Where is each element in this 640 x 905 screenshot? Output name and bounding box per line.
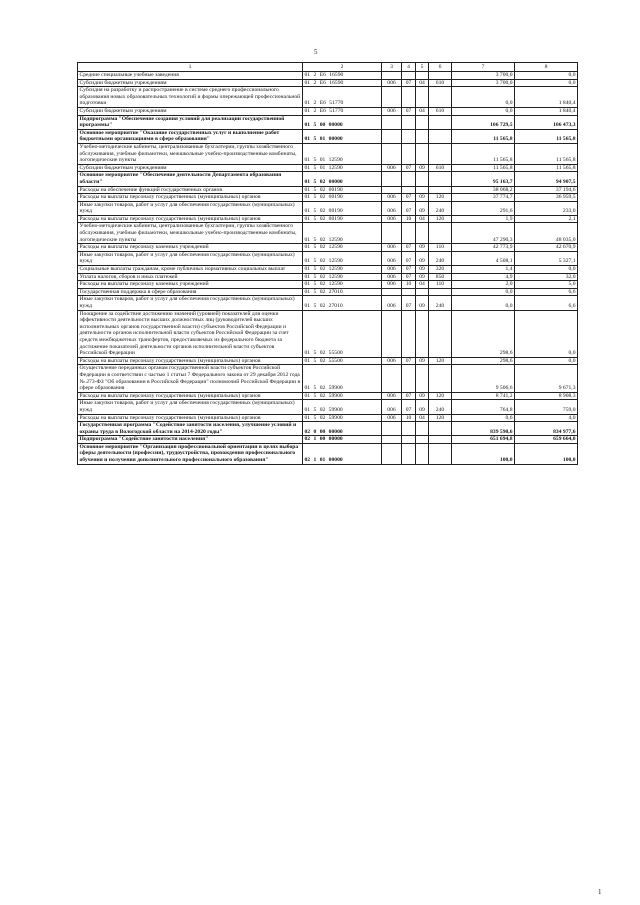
corner-mark: 1 <box>598 888 602 896</box>
header-cell: 5 <box>416 63 429 72</box>
header-cell: 3 <box>382 63 402 72</box>
row-cell-4: 07 <box>402 266 416 274</box>
row-name-cell: Государственная программа "Содействие занятости населения, улучшение условий и охраны труда в Вологодской области на 2014-2020 годы" <box>78 422 303 436</box>
header-cell: 7 <box>452 63 515 72</box>
row-amount-col8: 11 565,8 <box>515 143 578 164</box>
row-amount-col8: 11 565,8 <box>515 129 578 143</box>
row-cell-4 <box>402 310 416 357</box>
row-name-cell: Социальные выплаты гражданам, кроме публичных нормативных социальных выплат <box>78 266 303 274</box>
row-name-cell: Расходы на выплаты персоналу государственных (муниципальных) органов <box>78 357 303 365</box>
row-amount-col7: 106 729,5 <box>452 115 515 129</box>
row-amount-col8: 11 565,8 <box>515 164 578 172</box>
row-cell-3: 006 <box>382 400 402 414</box>
row-amount-col7: 651 694,8 <box>452 436 515 444</box>
row-cell-6 <box>429 186 452 194</box>
row-cell-6: 120 <box>429 357 452 365</box>
row-cell-5: 04 <box>416 107 429 115</box>
row-amount-col7: 11 565,8 <box>452 129 515 143</box>
row-cell-6: 610 <box>429 164 452 172</box>
row-code-cell: 01 5 02 12590 <box>303 281 382 289</box>
row-amount-col7: 3 700,0 <box>452 79 515 87</box>
row-cell-3: 006 <box>382 273 402 281</box>
row-cell-6: 240 <box>429 400 452 414</box>
row-cell-3 <box>382 115 402 129</box>
row-code-cell: 01 5 02 12590 <box>303 223 382 244</box>
row-code-cell: 01 5 02 27010 <box>303 296 382 310</box>
row-cell-6 <box>429 288 452 296</box>
row-name-cell: Субсидия на разработку и распространение в системе среднего профессионального образования новых образовательных технологий и формы опережающей профессиональной подготовки <box>78 87 303 108</box>
header-cell: 6 <box>429 63 452 72</box>
row-cell-4 <box>402 172 416 186</box>
row-amount-col8: 5,0 <box>515 281 578 289</box>
row-code-cell: 01 5 02 00190 <box>303 194 382 202</box>
row-name-cell: Средние специальные учебные заведения <box>78 72 303 80</box>
row-cell-6: 120 <box>429 194 452 202</box>
table-row <box>78 310 578 357</box>
row-cell-5: 09 <box>416 164 429 172</box>
row-name-cell: Учебно-методические кабинеты, централизованные бухгалтерии, группы хозяйственного обслуживания, учебные фильмотеки, межшкольные учебно-производственные комбинаты, логопедические пункты <box>78 223 303 244</box>
row-amount-col7: 0,6 <box>452 414 515 422</box>
row-amount-col8: 4,0 <box>515 414 578 422</box>
row-amount-col8: 1 840,4 <box>515 107 578 115</box>
row-cell-6: 240 <box>429 296 452 310</box>
table-row <box>78 201 578 215</box>
row-amount-col7: 0,0 <box>452 107 515 115</box>
row-amount-col8: 48 035,0 <box>515 223 578 244</box>
row-amount-col7: 4,9 <box>452 273 515 281</box>
row-cell-5 <box>416 87 429 108</box>
row-name-cell: Субсидии бюджетным учреждениям <box>78 107 303 115</box>
row-cell-6 <box>429 87 452 108</box>
row-code-cell: 01 5 00 00000 <box>303 115 382 129</box>
row-amount-col8: 6,6 <box>515 288 578 296</box>
row-cell-5 <box>416 115 429 129</box>
table-row <box>78 87 578 108</box>
row-code-cell: 01 5 02 12590 <box>303 244 382 252</box>
row-cell-5: 04 <box>416 414 429 422</box>
row-amount-col8: 233,0 <box>515 201 578 215</box>
row-cell-5 <box>416 143 429 164</box>
row-amount-col7: 100,0 <box>452 443 515 464</box>
row-cell-6 <box>429 115 452 129</box>
row-name-cell: Расходы на обеспечение функций государственных органов <box>78 186 303 194</box>
table-row <box>78 357 578 365</box>
row-code-cell: 01 5 02 12590 <box>303 251 382 265</box>
row-cell-6: 110 <box>429 281 452 289</box>
row-code-cell: 01 5 02 55500 <box>303 357 382 365</box>
row-amount-col8: 5 327,1 <box>515 251 578 265</box>
row-code-cell: 01 5 02 59900 <box>303 400 382 414</box>
row-cell-4: 07 <box>402 392 416 400</box>
row-cell-3 <box>382 129 402 143</box>
row-name-cell: Расходы на выплаты персоналу государственных (муниципальных) органов <box>78 215 303 223</box>
row-cell-5: 09 <box>416 273 429 281</box>
row-amount-col8: 36 959,5 <box>515 194 578 202</box>
row-cell-4 <box>402 143 416 164</box>
row-amount-col7: 3 700,0 <box>452 72 515 80</box>
table-row <box>78 107 578 115</box>
row-amount-col7: 9 506,6 <box>452 365 515 392</box>
row-code-cell: 01 2 Е6 16590 <box>303 79 382 87</box>
header-cell: 1 <box>78 63 303 72</box>
row-amount-col7: 8 741,2 <box>452 392 515 400</box>
row-cell-3: 006 <box>382 296 402 310</box>
row-cell-4: 07 <box>402 164 416 172</box>
row-cell-3 <box>382 143 402 164</box>
row-cell-5 <box>416 288 429 296</box>
table-row <box>78 443 578 464</box>
table-row <box>78 296 578 310</box>
row-cell-6: 120 <box>429 414 452 422</box>
row-amount-col8: 42 670,9 <box>515 244 578 252</box>
row-name-cell: Расходы на выплаты персоналу казенных учреждений <box>78 244 303 252</box>
row-cell-4 <box>402 365 416 392</box>
table-row <box>78 194 578 202</box>
row-amount-col8: 8 908,3 <box>515 392 578 400</box>
row-amount-col7: 0,0 <box>452 87 515 108</box>
row-cell-4 <box>402 422 416 436</box>
row-cell-3: 006 <box>382 414 402 422</box>
row-name-cell: Расходы на выплаты персоналу казенных учреждений <box>78 281 303 289</box>
table-row <box>78 172 578 186</box>
row-amount-col8: 37 194,6 <box>515 186 578 194</box>
row-amount-col7: 1,9 <box>452 215 515 223</box>
table-row <box>78 223 578 244</box>
row-cell-3: 006 <box>382 201 402 215</box>
row-cell-3 <box>382 186 402 194</box>
row-amount-col7: 47 290,3 <box>452 223 515 244</box>
row-cell-4: 07 <box>402 107 416 115</box>
row-cell-4: 10 <box>402 215 416 223</box>
row-cell-3: 006 <box>382 244 402 252</box>
row-cell-5 <box>416 172 429 186</box>
row-code-cell: 01 2 Е6 16590 <box>303 72 382 80</box>
header-row <box>78 63 578 72</box>
row-cell-5: 09 <box>416 266 429 274</box>
row-cell-5: 09 <box>416 201 429 215</box>
row-cell-5: 09 <box>416 244 429 252</box>
row-name-cell: Расходы на выплаты персоналу государственных (муниципальных) органов <box>78 414 303 422</box>
row-name-cell: Поощрение за содействие достижению значений (уровней) показателей для оценки эффективности деятельности высших должностных лиц (руководителей высших исполнительных органов государственной власти) субъектов Российской Федерации и деятельности органов исполнительной власти субъектов Российской Федерации за счет средств межбюджетных трансфертов, предоставляемых из федерального бюджета за достижение показателей деятельности органов исполнительной власти субъектов Российской Федерации <box>78 310 303 357</box>
row-name-cell: Иные закупки товаров, работ и услуг для обеспечения государственных (муниципальных) нужд <box>78 400 303 414</box>
row-cell-6: 320 <box>429 266 452 274</box>
page-number: 5 <box>314 48 318 56</box>
row-amount-col8: 659 664,0 <box>515 436 578 444</box>
row-code-cell: 01 2 Е6 51770 <box>303 87 382 108</box>
budget-table <box>77 62 578 465</box>
row-name-cell: Основное мероприятие "Обеспечение деятельности Департамента образования области" <box>78 172 303 186</box>
table-row <box>78 400 578 414</box>
row-name-cell: Уплата налогов, сборов и иных платежей <box>78 273 303 281</box>
row-cell-4: 07 <box>402 296 416 310</box>
row-amount-col8: 106 473,3 <box>515 115 578 129</box>
row-amount-col7: 0,0 <box>452 288 515 296</box>
row-cell-5 <box>416 72 429 80</box>
row-cell-6: 120 <box>429 215 452 223</box>
row-amount-col7: 0,0 <box>452 296 515 310</box>
row-code-cell: 02 0 00 00000 <box>303 422 382 436</box>
row-cell-5 <box>416 365 429 392</box>
row-cell-4: 07 <box>402 273 416 281</box>
row-cell-5: 09 <box>416 296 429 310</box>
table-row <box>78 79 578 87</box>
row-amount-col8: 2,1 <box>515 215 578 223</box>
row-cell-4: 07 <box>402 79 416 87</box>
row-cell-6 <box>429 172 452 186</box>
table-row <box>78 143 578 164</box>
row-code-cell: 01 5 02 27010 <box>303 288 382 296</box>
row-cell-4: 10 <box>402 281 416 289</box>
row-cell-6: 120 <box>429 392 452 400</box>
row-cell-3: 006 <box>382 357 402 365</box>
row-cell-6 <box>429 223 452 244</box>
row-amount-col7: 298,6 <box>452 310 515 357</box>
row-code-cell: 01 5 02 00190 <box>303 215 382 223</box>
row-cell-6: 850 <box>429 273 452 281</box>
row-cell-3: 006 <box>382 79 402 87</box>
row-amount-col8: 0,0 <box>515 266 578 274</box>
row-cell-5 <box>416 422 429 436</box>
table-row <box>78 422 578 436</box>
row-cell-4: 10 <box>402 414 416 422</box>
row-amount-col7: 839 590,6 <box>452 422 515 436</box>
header-cell: 8 <box>515 63 578 72</box>
row-cell-3: 006 <box>382 251 402 265</box>
row-name-cell: Основное мероприятие "Организация профессиональной ориентации в целях выбора сферы деятельности (профессии), трудоустройства, прохождения профессионального обучения и получения дополнительного профессионального образования" <box>78 443 303 464</box>
row-cell-6: 610 <box>429 79 452 87</box>
table-row <box>78 244 578 252</box>
table-row <box>78 281 578 289</box>
table-row <box>78 365 578 392</box>
row-name-cell: Расходы на выплаты персоналу государственных (муниципальных) органов <box>78 392 303 400</box>
row-cell-5 <box>416 129 429 143</box>
row-cell-5 <box>416 310 429 357</box>
row-name-cell: Подпрограмма "Обеспечение создания условий для реализации государственной программы" <box>78 115 303 129</box>
row-code-cell: 01 5 02 00000 <box>303 172 382 186</box>
row-cell-3 <box>382 223 402 244</box>
row-cell-3: 006 <box>382 266 402 274</box>
row-cell-3 <box>382 87 402 108</box>
row-code-cell: 02 1 01 00000 <box>303 443 382 464</box>
row-cell-6 <box>429 436 452 444</box>
row-amount-col7: 11 565,8 <box>452 164 515 172</box>
row-cell-4 <box>402 129 416 143</box>
row-amount-col8: 0,0 <box>515 79 578 87</box>
row-cell-3 <box>382 310 402 357</box>
row-amount-col7: 1,4 <box>452 266 515 274</box>
row-cell-3 <box>382 72 402 80</box>
row-amount-col8: 834 977,6 <box>515 422 578 436</box>
row-cell-4: 07 <box>402 194 416 202</box>
row-name-cell: Субсидии бюджетным учреждениям <box>78 79 303 87</box>
row-amount-col7: 37 774,7 <box>452 194 515 202</box>
row-cell-5: 09 <box>416 251 429 265</box>
row-code-cell: 01 5 02 59900 <box>303 414 382 422</box>
row-code-cell: 01 5 02 00190 <box>303 201 382 215</box>
row-cell-3: 006 <box>382 215 402 223</box>
row-cell-3 <box>382 365 402 392</box>
row-cell-6 <box>429 443 452 464</box>
row-cell-4: 07 <box>402 201 416 215</box>
row-amount-col7: 42 773,9 <box>452 244 515 252</box>
row-amount-col7: 11 565,8 <box>452 143 515 164</box>
row-cell-6: 240 <box>429 251 452 265</box>
row-amount-col8: 6,6 <box>515 296 578 310</box>
table-row <box>78 392 578 400</box>
row-code-cell: 01 5 02 12590 <box>303 273 382 281</box>
row-cell-5 <box>416 223 429 244</box>
row-name-cell: Учебно-методические кабинеты, централизованные бухгалтерии, группы хозяйственного обслуживания, учебные фильмотеки, межшкольные учебно-производственные комбинаты, логопедические пункты <box>78 143 303 164</box>
row-cell-3: 006 <box>382 107 402 115</box>
row-code-cell: 01 5 02 00190 <box>303 186 382 194</box>
row-code-cell: 02 1 00 00000 <box>303 436 382 444</box>
row-name-cell: Подпрограмма "Содействие занятости населения" <box>78 436 303 444</box>
row-name-cell: Иные закупки товаров, работ и услуг для обеспечения государственных (муниципальных) нужд <box>78 251 303 265</box>
row-cell-4: 07 <box>402 357 416 365</box>
table-row <box>78 288 578 296</box>
row-amount-col7: 298,6 <box>452 357 515 365</box>
row-amount-col7: 95 163,7 <box>452 172 515 186</box>
row-cell-5 <box>416 443 429 464</box>
row-code-cell: 01 5 02 55500 <box>303 310 382 357</box>
row-name-cell: Иные закупки товаров, работ и услуг для обеспечения государственных (муниципальных) нужд <box>78 296 303 310</box>
row-cell-6 <box>429 129 452 143</box>
row-amount-col7: 764,8 <box>452 400 515 414</box>
row-cell-6 <box>429 72 452 80</box>
row-cell-3 <box>382 422 402 436</box>
row-amount-col8: 94 907,5 <box>515 172 578 186</box>
row-cell-6 <box>429 143 452 164</box>
row-amount-col8: 759,0 <box>515 400 578 414</box>
row-amount-col8: 9 671,3 <box>515 365 578 392</box>
table-row <box>78 164 578 172</box>
row-amount-col7: 2,0 <box>452 281 515 289</box>
table-row <box>78 266 578 274</box>
row-cell-5 <box>416 186 429 194</box>
table-row <box>78 129 578 143</box>
header-cell: 4 <box>402 63 416 72</box>
row-code-cell: 01 5 01 12590 <box>303 143 382 164</box>
row-cell-3 <box>382 172 402 186</box>
row-cell-5: 09 <box>416 194 429 202</box>
row-amount-col8: 0,0 <box>515 357 578 365</box>
row-cell-3: 006 <box>382 194 402 202</box>
row-cell-4: 07 <box>402 244 416 252</box>
row-name-cell: Субсидии бюджетным учреждениям <box>78 164 303 172</box>
row-cell-6: 110 <box>429 244 452 252</box>
row-cell-4 <box>402 186 416 194</box>
table-row <box>78 186 578 194</box>
row-code-cell: 01 5 02 59900 <box>303 392 382 400</box>
row-code-cell: 01 5 02 12590 <box>303 266 382 274</box>
row-cell-5: 04 <box>416 79 429 87</box>
row-cell-4 <box>402 115 416 129</box>
row-cell-3 <box>382 288 402 296</box>
row-cell-3: 006 <box>382 164 402 172</box>
row-amount-col7: 38 068,2 <box>452 186 515 194</box>
row-cell-5: 09 <box>416 357 429 365</box>
row-name-cell: Иные закупки товаров, работ и услуг для обеспечения государственных (муниципальных) нужд <box>78 201 303 215</box>
row-cell-5: 09 <box>416 392 429 400</box>
row-code-cell: 01 5 02 59900 <box>303 365 382 392</box>
row-amount-col8: 0,0 <box>515 72 578 80</box>
row-cell-4: 07 <box>402 400 416 414</box>
row-code-cell: 01 5 01 00000 <box>303 129 382 143</box>
row-amount-col8: 1 840,4 <box>515 87 578 108</box>
row-cell-5: 04 <box>416 215 429 223</box>
row-cell-4 <box>402 443 416 464</box>
row-cell-4 <box>402 223 416 244</box>
row-name-cell: Расходы на выплаты персоналу государственных (муниципальных) органов <box>78 194 303 202</box>
row-cell-6: 610 <box>429 107 452 115</box>
row-cell-5: 09 <box>416 400 429 414</box>
row-cell-3 <box>382 436 402 444</box>
row-name-cell: Осуществление переданных органам государственной власти субъектов Российской Федерации в соответствии с частью 1 статьи 7 Федерального закона от 29 декабря 2012 года № 273-ФЗ "Об образовании в Российской Федерации" полномочий Российской Федерации в сфере образования <box>78 365 303 392</box>
row-cell-3 <box>382 443 402 464</box>
row-amount-col7: 291,6 <box>452 201 515 215</box>
row-cell-4: 07 <box>402 251 416 265</box>
row-amount-col7: 4 508,1 <box>452 251 515 265</box>
table-row <box>78 436 578 444</box>
row-cell-3: 006 <box>382 281 402 289</box>
row-cell-5: 04 <box>416 281 429 289</box>
row-cell-4 <box>402 72 416 80</box>
row-code-cell: 01 2 Е6 51770 <box>303 107 382 115</box>
row-cell-6 <box>429 310 452 357</box>
row-name-cell: Основное мероприятие "Оказание государственных услуг и выполнение работ бюджетными организациями в сфере образования" <box>78 129 303 143</box>
table-row <box>78 251 578 265</box>
table-row <box>78 215 578 223</box>
row-cell-5 <box>416 436 429 444</box>
row-cell-6 <box>429 365 452 392</box>
row-cell-4 <box>402 436 416 444</box>
row-amount-col8: 32,0 <box>515 273 578 281</box>
header-cell: 2 <box>303 63 382 72</box>
row-cell-4 <box>402 87 416 108</box>
table-row <box>78 273 578 281</box>
row-cell-6: 240 <box>429 201 452 215</box>
row-code-cell: 01 5 01 12590 <box>303 164 382 172</box>
row-name-cell: Государственная поддержка в сфере образования <box>78 288 303 296</box>
row-amount-col8: 100,0 <box>515 443 578 464</box>
row-cell-4 <box>402 288 416 296</box>
table-row <box>78 115 578 129</box>
row-amount-col8: 0,0 <box>515 310 578 357</box>
table-row <box>78 72 578 80</box>
table-row <box>78 414 578 422</box>
row-cell-3: 006 <box>382 392 402 400</box>
row-cell-6 <box>429 422 452 436</box>
